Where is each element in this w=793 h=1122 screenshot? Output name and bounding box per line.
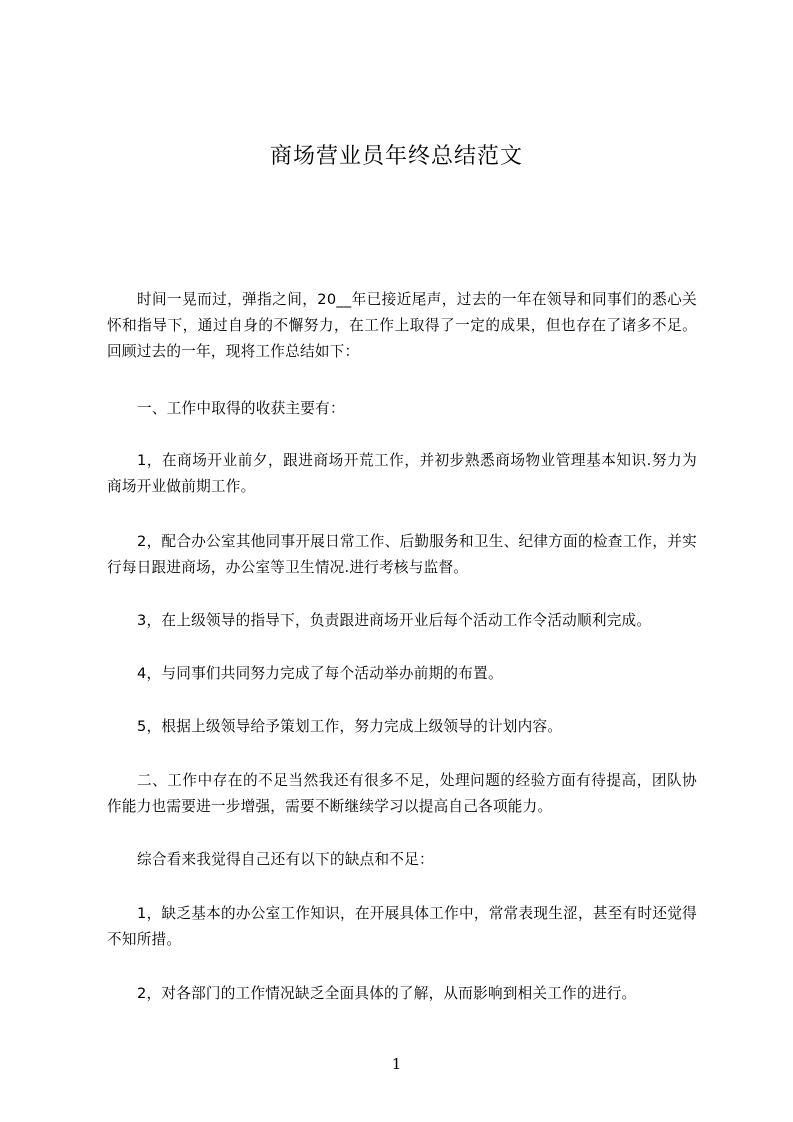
shortcomings-intro: 综合看来我觉得自己还有以下的缺点和不足： bbox=[137, 851, 434, 868]
document-title: 商场营业员年终总结范文 bbox=[269, 144, 523, 169]
shortcoming-item-2: 2，对各部门的工作情况缺乏全面具体的了解，从而影响到相关工作的进行。 bbox=[137, 985, 637, 1002]
intro-paragraph: 时间一晃而过，弹指之间，20__年已接近尾声，过去的一年在领导和同事们的悉心关怀和指导下，通过自身的不懈努力，在工作上取得了一定的成果，但也存在了诸多不足。回顾过去的一年，现将工作总结如下： bbox=[107, 291, 697, 360]
gain-item-3: 3，在上级领导的指导下，负责跟进商场开业后每个活动工作令活动顺利完成。 bbox=[137, 612, 652, 629]
gain-item-1: 1，在商场开业前夕，跟进商场开荒工作，并初步熟悉商场物业管理基本知识.努力为商场开业做前期工作。 bbox=[107, 452, 697, 495]
gain-item-5: 5，根据上级领导给予策划工作，努力完成上级领导的计划内容。 bbox=[137, 718, 563, 735]
shortcoming-item-1: 1，缺乏基本的办公室工作知识，在开展具体工作中，常常表现生涩，甚至有时还觉得不知所措。 bbox=[107, 905, 697, 948]
page-number: 1 bbox=[391, 1055, 402, 1073]
gain-item-2: 2，配合办公室其他同事开展日常工作、后勤服务和卫生、纪律方面的检查工作，并实行每日跟进商场，办公室等卫生情况.进行考核与监督。 bbox=[107, 533, 697, 576]
section-heading-shortcomings: 二、工作中存在的不足当然我还有很多不足，处理问题的经验方面有待提高，团队协作能力也需要进一步增强，需要不断继续学习以提高自己各项能力。 bbox=[107, 772, 697, 815]
gain-item-4: 4，与同事们共同努力完成了每个活动举办前期的布置。 bbox=[137, 665, 503, 682]
section-heading-gains: 一、工作中取得的收获主要有： bbox=[137, 400, 345, 417]
